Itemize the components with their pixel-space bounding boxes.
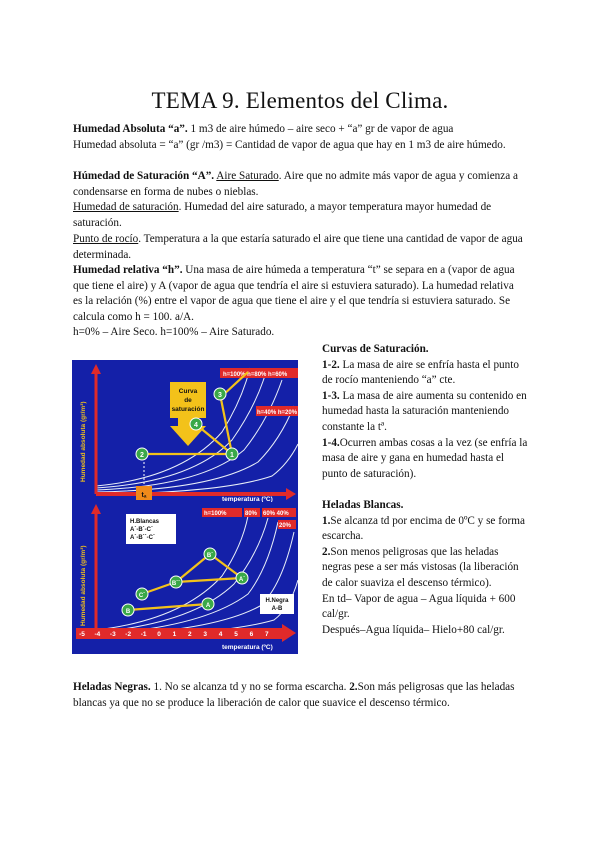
- chart1-point-3-label: 3: [218, 392, 222, 399]
- paragraph-humedad-relativa: [73, 263, 525, 341]
- chart2-point-a-label: A: [205, 603, 211, 609]
- chart2-tick-label: 6: [249, 631, 254, 638]
- item-num-1-3: 1-3.: [322, 389, 340, 402]
- heading-curvas-saturacion: Curvas de Saturación.: [322, 343, 429, 355]
- item-num-negras-1: 1.: [150, 681, 162, 693]
- term-heladas-negras: Heladas Negras.: [73, 681, 151, 693]
- term-humedad-absoluta: Humedad Absoluta “a”.: [73, 123, 188, 135]
- paragraph-humedad-saturacion: [73, 169, 525, 200]
- item-num-blancas-1: 1.: [322, 514, 331, 527]
- paragraph-punto-rocio: [73, 232, 525, 263]
- page-title: TEMA 9. Elementos del Clima.: [151, 88, 449, 113]
- chart2-point-b2-label: B´´: [171, 581, 181, 587]
- chart1-point-1-label: 1: [230, 452, 234, 459]
- chart2-tick-label: 7: [264, 631, 269, 638]
- chart2-point-b-label: B: [125, 609, 131, 615]
- item-num-blancas-2: 2.: [322, 545, 331, 558]
- chart2-ylabel: Humedad absoluta (gr/m³): [80, 545, 87, 626]
- chart1-curve-label-1: Curva: [178, 388, 198, 395]
- text-absoluta-line2: Humedad absoluta = “a” (gr /m3) = Cantidad de vapor de agua que hay en 1 m3 de aire húmedo.: [73, 138, 506, 151]
- text-saturacion: . Aire que no admite más vapor de agua y comienza a condensarse en forma de nubes o nieblas.: [73, 170, 518, 198]
- item-text-blancas-2: Son menos peligrosas que las heladas negras pese a ser más vistosas (la liberación de calor suaviza el descenso térmico).: [322, 545, 519, 589]
- chart2-legend-20: 20%: [279, 523, 292, 529]
- item-text-negras-1: No se alcanza td y no se forma escarcha.: [161, 681, 347, 693]
- chart2-point-c1-label: C´: [138, 593, 146, 599]
- text-punto-rocio: . Temperatura a la que estaría saturado el aire que tiene una cantidad de vapor de agua determinada.: [73, 233, 523, 261]
- chart2-tick-label: -5: [79, 631, 85, 638]
- chart1-point-4-label: 4: [194, 422, 198, 429]
- term-humedad-de-saturacion: Humedad de saturación: [73, 201, 179, 213]
- chart1-ylabel: Humedad absoluta (gr/m³): [80, 401, 87, 482]
- chart2-tick-label: -2: [125, 631, 132, 638]
- item-num-1-4: 1-4.: [322, 436, 340, 449]
- chart2-tick-label: -1: [140, 631, 147, 638]
- text-humedad-relativa: Una masa de aire húmeda a temperatura “t” se separa en a (vapor de agua que tiene el aire) y A (vapor de agua que tendría el aire si estuviera saturado). La humedad relativa es la relación (%) entre el vapor de agua que tiene el aire y el que tendría si estuviera saturado. Se calcula como h = 100. a/A.: [73, 264, 515, 323]
- item-text-1-4: Ocurren ambas cosas a la vez (se enfría la masa de aire y gana en humedad hasta el punto de saturación).: [322, 436, 528, 480]
- chart2-point-b1-label: B´: [206, 553, 214, 559]
- text-despues: Después–Agua líquida– Hielo+80 cal/gr.: [322, 623, 505, 636]
- chart2-legend-60: 60% 40%: [263, 511, 289, 517]
- item-num-1-2: 1-2.: [322, 358, 340, 371]
- chart1-legend-top: h=100% h=80% h=60%: [223, 372, 288, 378]
- chart2-xlabel: temperatura (ºC): [222, 644, 273, 651]
- chart1-td-label: tₐ: [141, 492, 147, 499]
- paragraph-heladas-negras: [73, 680, 525, 711]
- chart2-legend-blancas-2: A´-B´-C´: [130, 527, 153, 533]
- text-humedad-de-saturacion: . Humedad del aire saturado, a mayor temperatura mayor humedad de saturación.: [73, 201, 492, 229]
- chart2-tick-label: -4: [94, 631, 101, 638]
- chart2-tick-label: 1: [172, 631, 177, 638]
- chart2-tick-label: -3: [109, 631, 116, 638]
- chart2-legend-80: 80%: [245, 511, 258, 517]
- chart2-tick-label: 2: [187, 631, 192, 638]
- text-en-td: En td– Vapor de agua – Agua líquida + 600 cal/gr.: [322, 592, 516, 621]
- chart1-point-2-label: 2: [140, 452, 144, 459]
- chart2-point-a1-label: A´: [238, 577, 246, 583]
- item-text-1-2: La masa de aire se enfría hasta el punto de rocío manteniendo “a” cte.: [322, 358, 519, 387]
- text-h-values: h=0% – Aire Seco. h=100% – Aire Saturado.: [73, 326, 275, 339]
- saturation-curves-chart: [72, 360, 298, 502]
- chart2-legend-blancas-3: A´-B´´-C´: [130, 535, 155, 541]
- term-aire-saturado: Aire Saturado: [216, 170, 279, 182]
- item-num-negras-2: 2.: [346, 681, 358, 693]
- chart1-curve-label-2: de: [184, 397, 192, 404]
- item-text-1-3: La masa de aire aumenta su contenido en humedad hasta la saturación manteniendo constante la tª.: [322, 389, 527, 433]
- chart2-tick-label: 4: [218, 631, 223, 638]
- text-absoluta-line1: 1 m3 de aire húmedo – aire seco + “a” gr de vapor de agua: [187, 123, 454, 135]
- chart2-tick-label: 5: [234, 631, 238, 638]
- chart2-legend-blancas-1: H.Blancas: [130, 519, 160, 525]
- chart2-legend-100: h=100%: [204, 511, 227, 517]
- paragraph-humedad-absoluta: [73, 122, 525, 153]
- chart2-tick-label: 0: [157, 631, 161, 638]
- curvas-saturacion-section: [322, 342, 530, 638]
- item-text-negras-2: Son más peligrosas que las heladas blancas ya que no se produce la liberación de calor que suavice el descenso térmico.: [73, 681, 515, 709]
- term-humedad-saturacion: Húmedad de Saturación “A”.: [73, 170, 215, 182]
- chart2-legend-negra-2: A-B: [271, 606, 283, 612]
- chart1-curve-label-3: saturación: [171, 406, 205, 413]
- heading-heladas-blancas: Heladas Blancas.: [322, 498, 404, 511]
- chart1-legend-mid: h=40% h=20%: [257, 410, 298, 416]
- chart2-tick-label: 3: [203, 631, 208, 638]
- frost-chart: [72, 502, 298, 654]
- item-text-blancas-1: Se alcanza td por encima de 0ºC y se forma escarcha.: [322, 514, 525, 543]
- chart2-legend-negra-1: H.Negra: [265, 598, 289, 604]
- term-punto-rocio: Punto de rocío: [73, 233, 139, 245]
- paragraph-humedad-de-saturacion: [73, 200, 525, 231]
- chart1-xlabel: temperatura (ºC): [222, 496, 273, 502]
- term-humedad-relativa: Humedad relativa “h”.: [73, 264, 183, 276]
